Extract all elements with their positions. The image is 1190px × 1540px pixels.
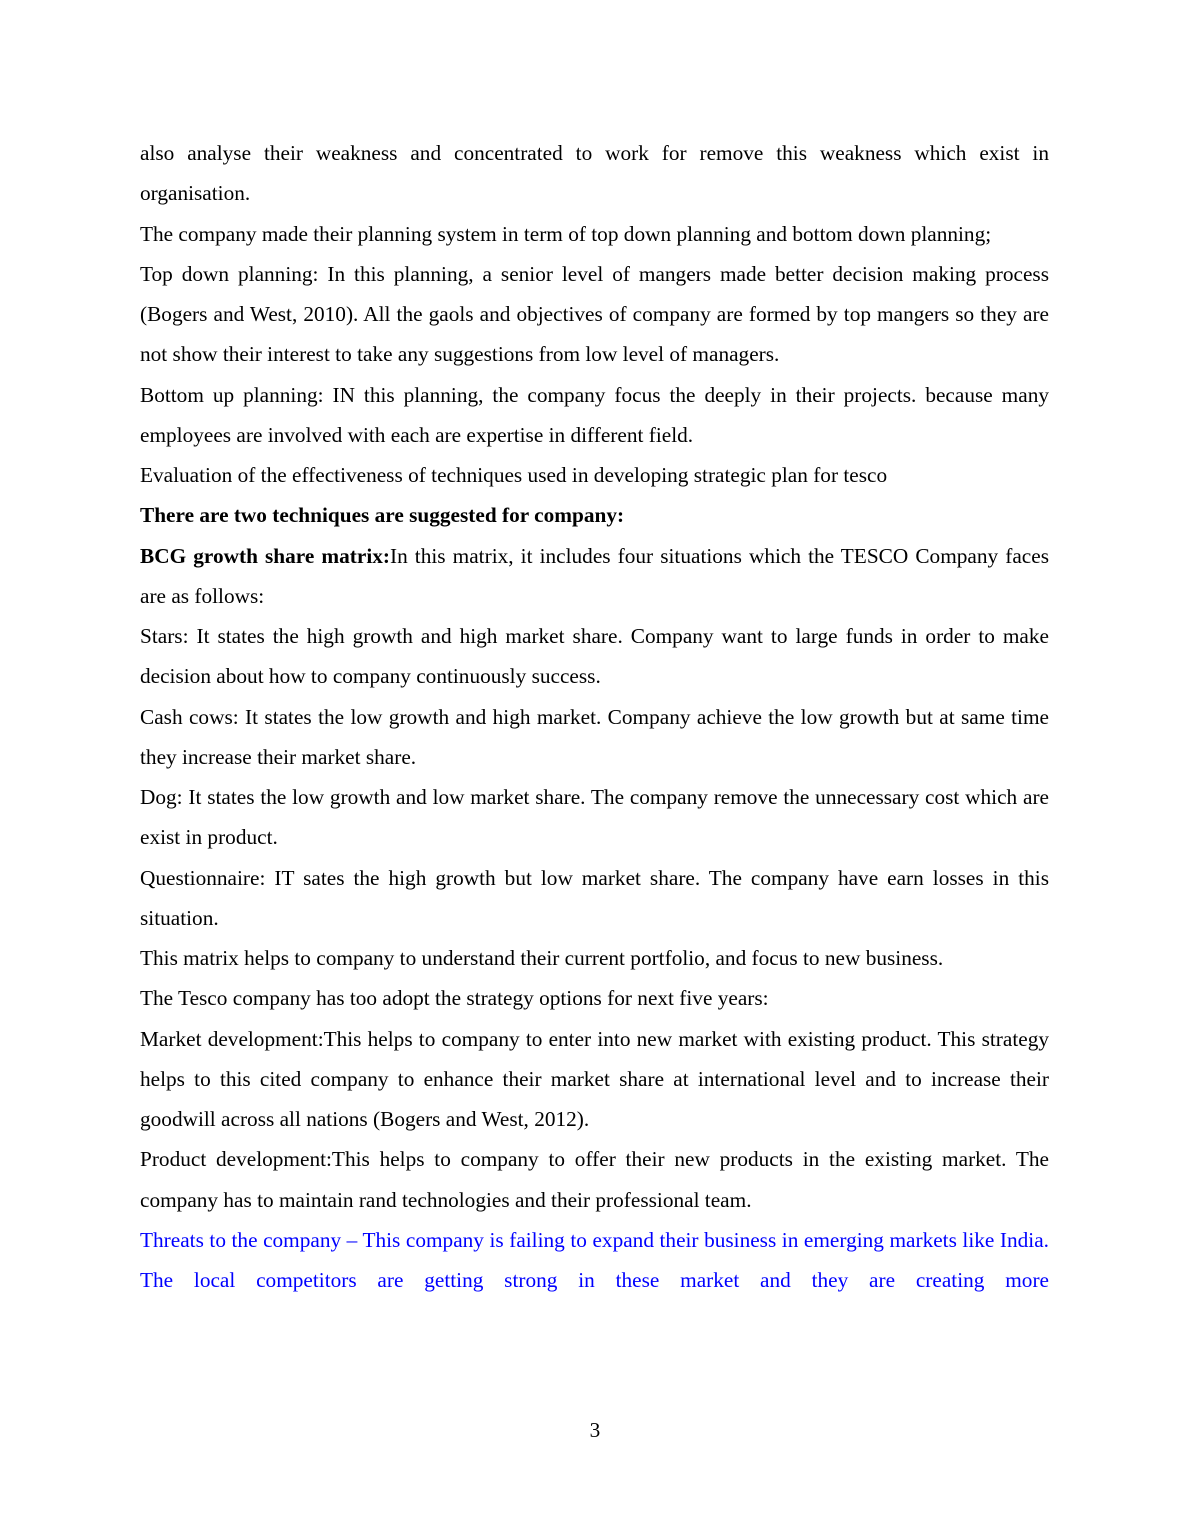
paragraph-threats: Threats to the company – This company is failing to expand their business in emerging markets like India. The local competitors are getting strong in these market and they are creating more [140, 1227, 1049, 1292]
paragraph-matrix-helps: This matrix helps to company to understand their current portfolio, and focus to new business. [140, 946, 944, 970]
paragraph-market-development: Market development:This helps to company to enter into new market with existing product. This strategy helps to this cited company to enhance their market share at international level and to increase their goodwill across all nations (Bogers and West, 2012). [140, 1026, 1049, 1131]
bcg-intro: In this matrix, it includes four situations which the TESCO [389, 543, 909, 568]
paragraph-product-development: Product development:This helps to company to offer their new products in the existing market. The company has to maintain rand technologies and their professional team. [140, 1147, 1049, 1212]
paragraph-strategy-options: The Tesco company has too adopt the strategy options for next five years: [140, 986, 769, 1011]
paragraph-dog: Dog: It states the low growth and low market share. The company remove the unnecessary cost which are exist in product. [140, 785, 1049, 850]
heading-two-techniques: There are two techniques are suggested for company: [140, 503, 625, 528]
paragraph-evaluation: Evaluation of the effectiveness of techniques used in developing strategic plan for tesco [140, 463, 888, 487]
paragraph-cash-cows: Cash cows: It states the low growth and high market. Company achieve the low growth but at same time they increase their market share. [140, 704, 1049, 769]
bcg-intro-continued: Company faces are as follows: [140, 543, 1049, 608]
paragraph-bottom-up-planning: Bottom up planning: IN this planning, the company focus the deeply in their projects. because many employees are involved with each are expertise in different field. [140, 382, 1049, 447]
paragraph-questionnaire: Questionnaire: IT sates the high growth but low market share. The company have earn losses in this situation. [140, 865, 1049, 930]
paragraph-weakness: also analyse their weakness and concentrated to work for remove this weakness which exist in organisation. [140, 141, 1049, 206]
bcg-heading: BCG growth share matrix: [140, 543, 390, 568]
page-body [140, 133, 1049, 1300]
paragraph-bcg-matrix [140, 536, 1049, 617]
paragraph-planning-system: The company made their planning system in term of top down planning and bottom down planning; [140, 221, 992, 246]
paragraph-top-down-planning: Top down planning: In this planning, a senior level of mangers made better decision making process (Bogers and West, 2010). All the gaols and objectives of company are formed by top mangers so they are not show their interest to take any suggestions from low level of managers. [140, 261, 1049, 367]
paragraph-stars: Stars: It states the high growth and high market share. Company want to large funds in order to make decision about how to company continuously success. [140, 624, 1049, 689]
page-number: 3 [589, 1418, 601, 1442]
